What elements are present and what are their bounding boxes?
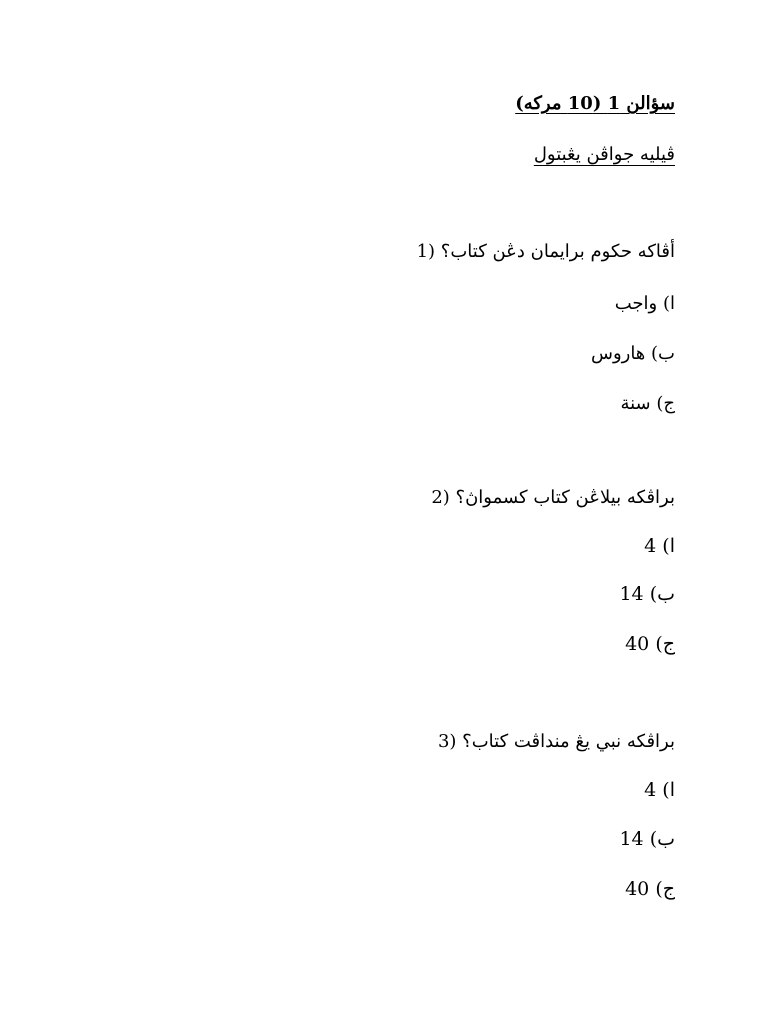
question-1-text: أڤاكه حكوم برايمان دڠن كتاب؟ (1 <box>416 241 675 262</box>
question-2-option-b: ب) 14 <box>619 583 675 605</box>
question-3-option-c: ج) 40 <box>625 878 675 900</box>
question-3-option-b: ب) 14 <box>619 828 675 850</box>
question-2-option-c: ج) 40 <box>625 633 675 655</box>
question-3-option-a: ا) 4 <box>644 779 675 801</box>
question-1-option-c: ج) سنة <box>620 393 675 414</box>
question-1-option-b: ب) هاروس <box>590 343 675 364</box>
question-1-option-a: ا) واجب <box>614 293 675 314</box>
question-3-text: براڤكه نبي يڠ منداڤت كتاب؟ (3 <box>437 731 675 752</box>
question-2-option-a: ا) 4 <box>644 535 675 557</box>
page-title: سؤالن 1 (10 مركه) <box>515 93 675 114</box>
question-2-text: براڤكه بيلاڠن كتاب كسمواڽ؟ (2 <box>431 487 675 508</box>
instruction-text: ڤيليه جواڤن يڠبتول <box>533 144 675 165</box>
